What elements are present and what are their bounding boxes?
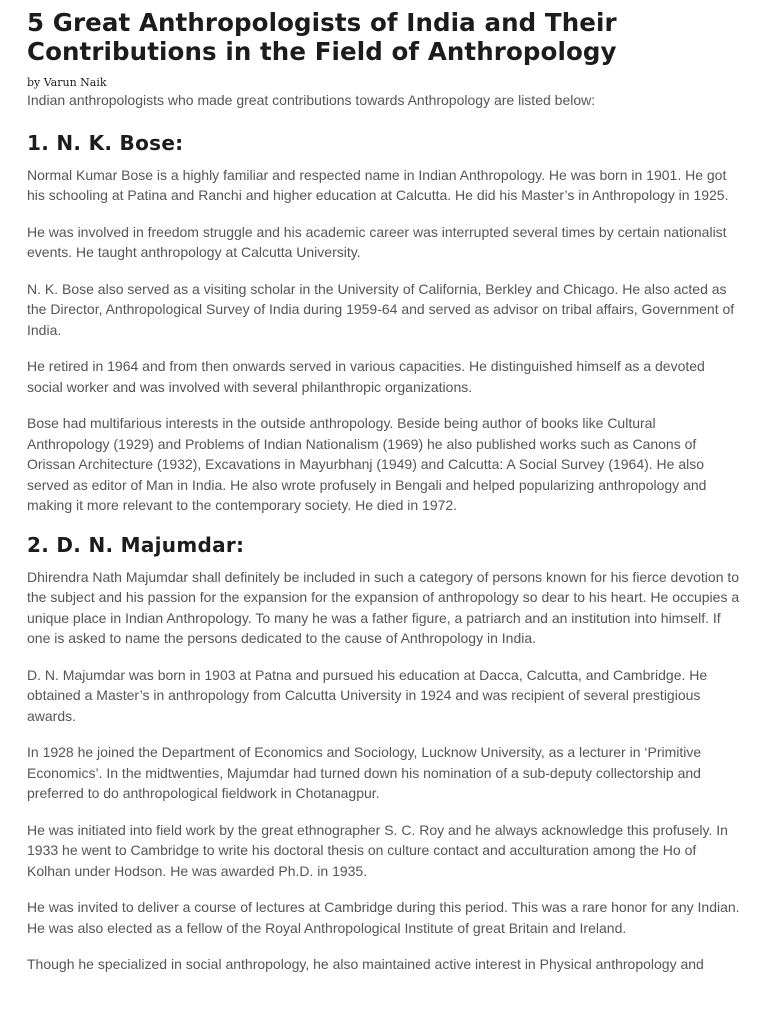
paragraph: In 1928 he joined the Department of Economics and Sociology, Lucknow University, as a lecturer in ‘Primitive Economics’. In the midtwenties, Majumdar had turned down his nomination of a sub-deputy collectorship and preferred to do anthropological fieldwork in Chotanagpur. bbox=[27, 744, 702, 801]
paragraph: He was invited to deliver a course of lectures at Cambridge during this period. This was a rare honor for any Indian. He was also elected as a fellow of the Royal Anthropological Institute of great Britain and Ireland. bbox=[27, 899, 740, 936]
paragraph: Bose had multifarious interests in the outside anthropology. Beside being author of books like Cultural Anthropology (1929) and Problems of Indian Nationalism (1969) he also published works such as Canons of Orissan Architecture (1932), Excavations in Mayurbhanj (1949) and Calcutta: A Social Survey (1964). He also served as editor of Man in India. He also wrote profusely in Bengali and helped popularizing anthropology and making it more relevant to the contemporary society. He died in 1972. bbox=[27, 415, 707, 513]
paragraph: He retired in 1964 and from then onwards served in various capacities. He distinguished himself as a devoted social worker and was involved with several philanthropic organizations. bbox=[27, 358, 705, 395]
paragraph: D. N. Majumdar was born in 1903 at Patna and pursued his education at Dacca, Calcutta, and Cambridge. He obtained a Master’s in anthropology from Calcutta University in 1924 and was recipient of several prestigious awards. bbox=[27, 666, 708, 724]
article-title: 5 Great Anthropologists of India and Their Contributions in the Field of Anthropology bbox=[27, 8, 617, 66]
author-byline: by Varun Naik bbox=[27, 76, 107, 89]
section-nk-bose bbox=[27, 130, 740, 516]
section-heading: 1. N. K. Bose: bbox=[27, 130, 184, 155]
intro-paragraph: Indian anthropologists who made great contributions towards Anthropology are listed below: bbox=[27, 92, 596, 108]
paragraph: N. K. Bose also served as a visiting scholar in the University of California, Berkley and Chicago. He also acted as the Director, Anthropological Survey of India during 1959-64 and served as advisor on tribal affairs, Government of India. bbox=[27, 280, 735, 338]
paragraph: Though he specialized in social anthropology, he also maintained active interest in Physical anthropology and bbox=[27, 956, 704, 972]
paragraph: Dhirendra Nath Majumdar shall definitely be included in such a category of persons known for his fierce devotion to the subject and his passion for the expansion for the expansion of anthropology so dear to his heart. He occupies a unique place in Indian Anthropology. To many he was a father figure, a patriarch and an institution into himself. If one is asked to name the persons dedicated to the cause of Anthropology in India. bbox=[27, 568, 740, 646]
section-heading: 2. D. N. Majumdar: bbox=[27, 532, 245, 557]
paragraph: He was initiated into field work by the great ethnographer S. C. Roy and he always acknowledge this profusely. In 1933 he went to Cambridge to write his doctoral thesis on culture contact and acculturation among the Ho of Kolhan under Hodson. He was awarded Ph.D. in 1935. bbox=[27, 821, 728, 879]
section-dn-majumdar bbox=[27, 532, 740, 975]
paragraph: Normal Kumar Bose is a highly familiar and respected name in Indian Anthropology. He was born in 1901. He got his schooling at Patina and Ranchi and higher education at Calcutta. He did his Master’s in Anthropology in 1925. bbox=[27, 166, 729, 203]
paragraph: He was involved in freedom struggle and his academic career was interrupted several times by certain nationalist events. He taught anthropology at Calcutta University. bbox=[27, 223, 727, 260]
